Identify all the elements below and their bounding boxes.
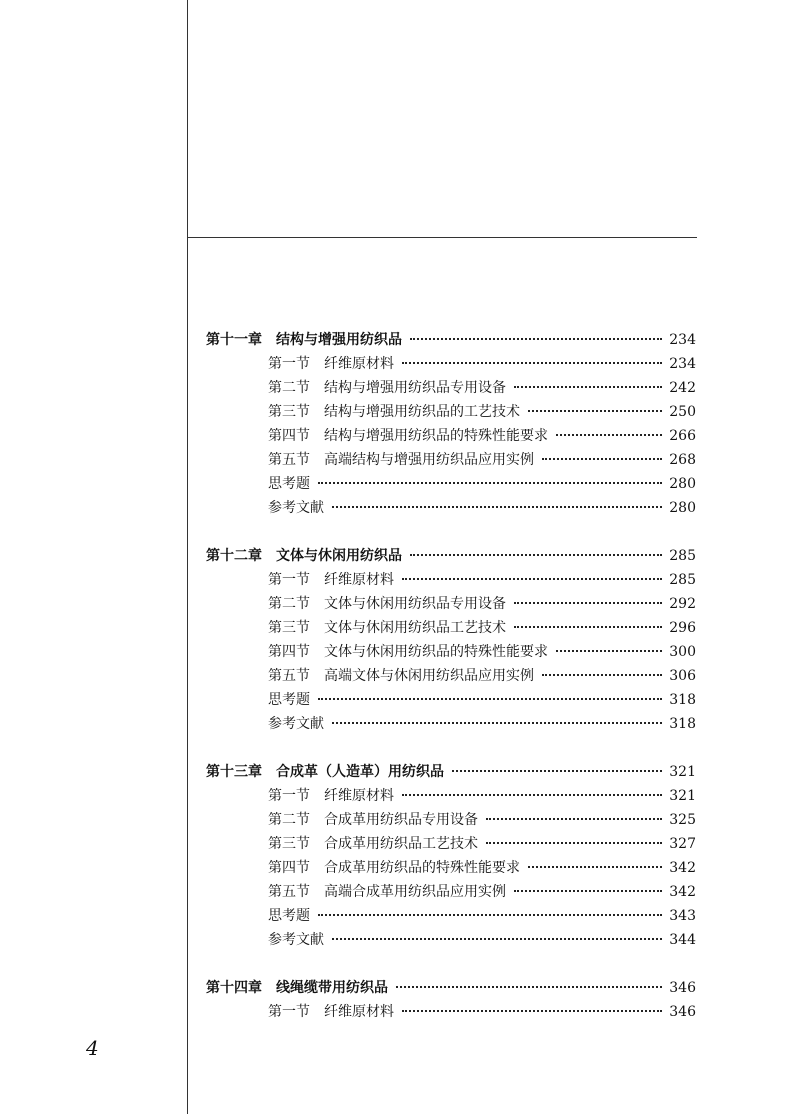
- toc-entry-page: 344: [669, 932, 696, 948]
- toc-entry-label: 第四节 文体与休闲用纺织品的特殊性能要求: [268, 644, 548, 660]
- dot-leader: [556, 434, 662, 436]
- dot-leader: [410, 554, 662, 556]
- toc-entry-page: 250: [669, 404, 696, 420]
- toc-chapter-entry[interactable]: [206, 976, 696, 1000]
- page-number: 4: [86, 1036, 99, 1060]
- toc-entry-page: 242: [669, 380, 696, 396]
- toc-section-entry[interactable]: [206, 472, 696, 496]
- dot-leader: [332, 722, 662, 724]
- toc-entry-page: 285: [669, 548, 696, 564]
- toc-section-entry[interactable]: [206, 904, 696, 928]
- vertical-rule: [187, 0, 188, 1114]
- horizontal-rule: [187, 237, 697, 238]
- dot-leader: [556, 650, 662, 652]
- toc-entry-label: 第十二章 文体与休闲用纺织品: [206, 548, 402, 564]
- toc-chapter-entry[interactable]: [206, 544, 696, 568]
- toc-entry-label: 第十三章 合成革（人造革）用纺织品: [206, 764, 444, 780]
- toc-entry-label: 第三节 合成革用纺织品工艺技术: [268, 836, 478, 852]
- toc-entry-label: 第五节 高端结构与增强用纺织品应用实例: [268, 452, 534, 468]
- toc-entry-label: 第二节 文体与休闲用纺织品专用设备: [268, 596, 506, 612]
- toc-entry-label: 参考文献: [268, 932, 324, 948]
- toc-section-entry[interactable]: [206, 448, 696, 472]
- toc-entry-page: 325: [669, 812, 696, 828]
- toc-entry-label: 参考文献: [268, 716, 324, 732]
- dot-leader: [402, 794, 662, 796]
- toc-section-entry[interactable]: [206, 1000, 696, 1024]
- dot-leader: [332, 938, 662, 940]
- toc-section-entry[interactable]: [206, 424, 696, 448]
- toc-entry-label: 第三节 结构与增强用纺织品的工艺技术: [268, 404, 520, 420]
- toc-entry-page: 234: [669, 356, 696, 372]
- dot-leader: [514, 890, 662, 892]
- toc-entry-page: 280: [669, 476, 696, 492]
- toc-chapter-entry[interactable]: [206, 760, 696, 784]
- toc-section-entry[interactable]: [206, 928, 696, 952]
- toc-entry-page: 321: [669, 788, 696, 804]
- toc-entry-page: 234: [669, 332, 696, 348]
- toc-entry-label: 思考题: [268, 692, 310, 708]
- toc-entry-label: 第五节 高端合成革用纺织品应用实例: [268, 884, 506, 900]
- toc-section-entry[interactable]: [206, 664, 696, 688]
- toc-section-entry[interactable]: [206, 640, 696, 664]
- toc-entry-label: 思考题: [268, 476, 310, 492]
- toc-entry-page: 268: [669, 452, 696, 468]
- toc-entry-page: 296: [669, 620, 696, 636]
- toc-entry-page: 327: [669, 836, 696, 852]
- dot-leader: [410, 338, 662, 340]
- toc-entry-page: 346: [669, 1004, 696, 1020]
- toc-section-entry[interactable]: [206, 712, 696, 736]
- toc-section-entry[interactable]: [206, 688, 696, 712]
- toc-entry-label: 第四节 结构与增强用纺织品的特殊性能要求: [268, 428, 548, 444]
- toc-entry-page: 285: [669, 572, 696, 588]
- toc-section-entry[interactable]: [206, 832, 696, 856]
- dot-leader: [396, 986, 662, 988]
- toc-entry-page: 306: [669, 668, 696, 684]
- toc-entry-label: 第一节 纤维原材料: [268, 788, 394, 804]
- dot-leader: [452, 770, 662, 772]
- dot-leader: [514, 386, 662, 388]
- toc-entry-label: 参考文献: [268, 500, 324, 516]
- toc-section-entry[interactable]: [206, 592, 696, 616]
- dot-leader: [528, 410, 662, 412]
- toc-entry-page: 342: [669, 884, 696, 900]
- toc-entry-page: 346: [669, 980, 696, 996]
- toc-section-entry[interactable]: [206, 880, 696, 904]
- toc-section-entry[interactable]: [206, 784, 696, 808]
- toc-entry-page: 266: [669, 428, 696, 444]
- toc-chapter-entry[interactable]: [206, 328, 696, 352]
- dot-leader: [542, 674, 662, 676]
- toc-section-entry[interactable]: [206, 568, 696, 592]
- dot-leader: [542, 458, 662, 460]
- toc-entry-label: 第一节 纤维原材料: [268, 1004, 394, 1020]
- dot-leader: [332, 506, 662, 508]
- toc-entry-label: 第二节 结构与增强用纺织品专用设备: [268, 380, 506, 396]
- dot-leader: [402, 1010, 662, 1012]
- toc-entry-label: 第三节 文体与休闲用纺织品工艺技术: [268, 620, 506, 636]
- toc-section-entry[interactable]: [206, 616, 696, 640]
- dot-leader: [402, 578, 662, 580]
- toc-entry-label: 第十一章 结构与增强用纺织品: [206, 332, 402, 348]
- dot-leader: [514, 602, 662, 604]
- toc-entry-label: 第二节 合成革用纺织品专用设备: [268, 812, 478, 828]
- table-of-contents: [206, 328, 696, 1024]
- toc-entry-label: 第一节 纤维原材料: [268, 356, 394, 372]
- toc-section-entry[interactable]: [206, 496, 696, 520]
- toc-section-entry[interactable]: [206, 856, 696, 880]
- dot-leader: [528, 866, 662, 868]
- toc-entry-label: 思考题: [268, 908, 310, 924]
- toc-section-entry[interactable]: [206, 376, 696, 400]
- toc-entry-page: 318: [669, 692, 696, 708]
- toc-entry-page: 343: [669, 908, 696, 924]
- dot-leader: [318, 482, 662, 484]
- toc-section-entry[interactable]: [206, 808, 696, 832]
- toc-entry-page: 300: [669, 644, 696, 660]
- toc-entry-page: 292: [669, 596, 696, 612]
- dot-leader: [514, 626, 662, 628]
- toc-entry-page: 342: [669, 860, 696, 876]
- dot-leader: [318, 698, 662, 700]
- toc-entry-page: 318: [669, 716, 696, 732]
- toc-entry-page: 321: [669, 764, 696, 780]
- toc-section-entry[interactable]: [206, 352, 696, 376]
- toc-section-entry[interactable]: [206, 400, 696, 424]
- dot-leader: [318, 914, 662, 916]
- dot-leader: [402, 362, 662, 364]
- toc-entry-label: 第四节 合成革用纺织品的特殊性能要求: [268, 860, 520, 876]
- dot-leader: [486, 818, 662, 820]
- dot-leader: [486, 842, 662, 844]
- toc-entry-label: 第一节 纤维原材料: [268, 572, 394, 588]
- toc-entry-page: 280: [669, 500, 696, 516]
- toc-entry-label: 第五节 高端文体与休闲用纺织品应用实例: [268, 668, 534, 684]
- toc-entry-label: 第十四章 线绳缆带用纺织品: [206, 980, 388, 996]
